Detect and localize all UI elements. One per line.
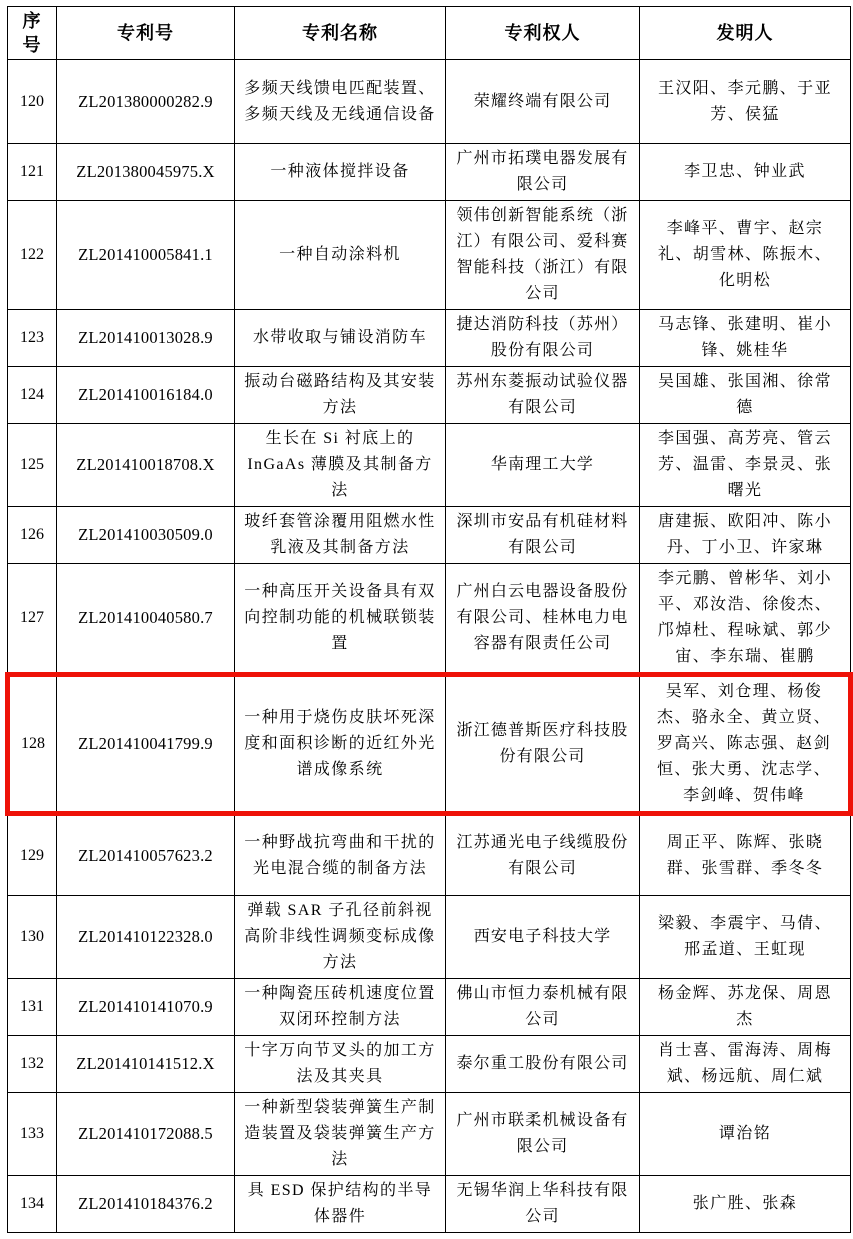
cell-patent-no: ZL201410016184.0 <box>57 367 235 424</box>
cell-inventors: 李元鹏、曾彬华、刘小平、邓汝浩、徐俊杰、邝焯杜、程咏斌、郭少宙、李东瑞、崔鹏 <box>640 564 851 675</box>
cell-seq: 125 <box>8 424 57 507</box>
cell-patent-title: 振动台磁路结构及其安装方法 <box>235 367 446 424</box>
table-row <box>8 1036 851 1093</box>
cell-patent-no: ZL201410018708.X <box>57 424 235 507</box>
cell-seq: 128 <box>8 675 57 814</box>
cell-assignee: 西安电子科技大学 <box>446 896 640 979</box>
column-header-seq: 序号 <box>8 7 57 60</box>
column-header-patent-no: 专利号 <box>57 7 235 60</box>
patent-table <box>5 6 853 1233</box>
table-row <box>8 814 851 896</box>
table-row <box>8 507 851 564</box>
cell-seq: 130 <box>8 896 57 979</box>
cell-inventors: 王汉阳、李元鹏、于亚芳、侯猛 <box>640 60 851 144</box>
cell-patent-title: 多频天线馈电匹配装置、多频天线及无线通信设备 <box>235 60 446 144</box>
cell-patent-title: 弹载 SAR 子孔径前斜视高阶非线性调频变标成像方法 <box>235 896 446 979</box>
cell-patent-title: 一种液体搅拌设备 <box>235 144 446 201</box>
cell-inventors: 梁毅、李震宇、马倩、邢孟道、王虹现 <box>640 896 851 979</box>
cell-seq: 129 <box>8 814 57 896</box>
cell-seq: 120 <box>8 60 57 144</box>
table-row <box>8 367 851 424</box>
cell-inventors: 杨金辉、苏龙保、周恩杰 <box>640 979 851 1036</box>
table-row <box>8 424 851 507</box>
table-row <box>8 60 851 144</box>
column-header-inventors: 发明人 <box>640 7 851 60</box>
cell-inventors: 吴军、刘仓理、杨俊杰、骆永全、黄立贤、罗高兴、陈志强、赵剑恒、张大勇、沈志学、李剑峰、贺伟峰 <box>640 675 851 814</box>
column-header-assignee: 专利权人 <box>446 7 640 60</box>
cell-assignee: 广州白云电器设备股份有限公司、桂林电力电容器有限责任公司 <box>446 564 640 675</box>
cell-patent-title: 水带收取与铺设消防车 <box>235 310 446 367</box>
cell-patent-title: 一种高压开关设备具有双向控制功能的机械联锁装置 <box>235 564 446 675</box>
table-header <box>8 7 851 60</box>
cell-patent-title: 十字万向节叉头的加工方法及其夹具 <box>235 1036 446 1093</box>
table-row <box>8 1176 851 1233</box>
table-row <box>8 144 851 201</box>
cell-assignee: 江苏通光电子线缆股份有限公司 <box>446 814 640 896</box>
table-row <box>8 564 851 675</box>
cell-assignee: 无锡华润上华科技有限公司 <box>446 1176 640 1233</box>
cell-inventors: 李卫忠、钟业武 <box>640 144 851 201</box>
column-header-title: 专利名称 <box>235 7 446 60</box>
cell-seq: 131 <box>8 979 57 1036</box>
cell-patent-no: ZL201380045975.X <box>57 144 235 201</box>
cell-patent-no: ZL201410040580.7 <box>57 564 235 675</box>
cell-inventors: 张广胜、张森 <box>640 1176 851 1233</box>
cell-patent-no: ZL201410041799.9 <box>57 675 235 814</box>
cell-assignee: 浙江德普斯医疗科技股份有限公司 <box>446 675 640 814</box>
cell-patent-no: ZL201410172088.5 <box>57 1093 235 1176</box>
cell-assignee: 广州市联柔机械设备有限公司 <box>446 1093 640 1176</box>
cell-patent-no: ZL201410057623.2 <box>57 814 235 896</box>
cell-inventors: 唐建振、欧阳冲、陈小丹、丁小卫、许家琳 <box>640 507 851 564</box>
cell-inventors: 周正平、陈辉、张晓群、张雪群、季冬冬 <box>640 814 851 896</box>
cell-assignee: 佛山市恒力泰机械有限公司 <box>446 979 640 1036</box>
table-row <box>8 201 851 310</box>
cell-patent-no: ZL201410141070.9 <box>57 979 235 1036</box>
cell-patent-no: ZL201410005841.1 <box>57 201 235 310</box>
cell-seq: 126 <box>8 507 57 564</box>
cell-patent-no: ZL201380000282.9 <box>57 60 235 144</box>
cell-assignee: 荣耀终端有限公司 <box>446 60 640 144</box>
cell-seq: 122 <box>8 201 57 310</box>
cell-seq: 134 <box>8 1176 57 1233</box>
table-row <box>8 1093 851 1176</box>
header-row <box>8 7 851 60</box>
cell-assignee: 广州市拓璞电器发展有限公司 <box>446 144 640 201</box>
cell-inventors: 谭治铭 <box>640 1093 851 1176</box>
cell-patent-title: 一种陶瓷压砖机速度位置双闭环控制方法 <box>235 979 446 1036</box>
cell-inventors: 马志锋、张建明、崔小锋、姚桂华 <box>640 310 851 367</box>
cell-assignee: 捷达消防科技（苏州）股份有限公司 <box>446 310 640 367</box>
cell-seq: 121 <box>8 144 57 201</box>
cell-seq: 123 <box>8 310 57 367</box>
cell-patent-title: 生长在 Si 衬底上的 InGaAs 薄膜及其制备方法 <box>235 424 446 507</box>
table-row-highlighted <box>8 675 851 814</box>
cell-patent-title: 一种新型袋装弹簧生产制造装置及袋装弹簧生产方法 <box>235 1093 446 1176</box>
cell-assignee: 华南理工大学 <box>446 424 640 507</box>
cell-assignee: 领伟创新智能系统（浙江）有限公司、爱科赛智能科技（浙江）有限公司 <box>446 201 640 310</box>
cell-assignee: 泰尔重工股份有限公司 <box>446 1036 640 1093</box>
table-row <box>8 896 851 979</box>
cell-seq: 133 <box>8 1093 57 1176</box>
cell-patent-title: 一种自动涂料机 <box>235 201 446 310</box>
cell-patent-title: 一种用于烧伤皮肤坏死深度和面积诊断的近红外光谱成像系统 <box>235 675 446 814</box>
cell-inventors: 肖士喜、雷海涛、周梅斌、杨远航、周仁斌 <box>640 1036 851 1093</box>
table-row <box>8 979 851 1036</box>
table-row <box>8 310 851 367</box>
cell-seq: 132 <box>8 1036 57 1093</box>
cell-inventors: 吴国雄、张国湘、徐常德 <box>640 367 851 424</box>
cell-patent-no: ZL201410141512.X <box>57 1036 235 1093</box>
cell-patent-title: 一种野战抗弯曲和干扰的光电混合缆的制备方法 <box>235 814 446 896</box>
cell-patent-title: 具 ESD 保护结构的半导体器件 <box>235 1176 446 1233</box>
cell-assignee: 深圳市安品有机硅材料有限公司 <box>446 507 640 564</box>
cell-seq: 127 <box>8 564 57 675</box>
cell-seq: 124 <box>8 367 57 424</box>
cell-inventors: 李峰平、曹宇、赵宗礼、胡雪林、陈振木、化明松 <box>640 201 851 310</box>
cell-patent-no: ZL201410184376.2 <box>57 1176 235 1233</box>
cell-patent-no: ZL201410030509.0 <box>57 507 235 564</box>
cell-assignee: 苏州东菱振动试验仪器有限公司 <box>446 367 640 424</box>
cell-inventors: 李国强、高芳亮、管云芳、温雷、李景灵、张曙光 <box>640 424 851 507</box>
cell-patent-no: ZL201410013028.9 <box>57 310 235 367</box>
cell-patent-no: ZL201410122328.0 <box>57 896 235 979</box>
cell-patent-title: 玻纤套管涂覆用阻燃水性乳液及其制备方法 <box>235 507 446 564</box>
